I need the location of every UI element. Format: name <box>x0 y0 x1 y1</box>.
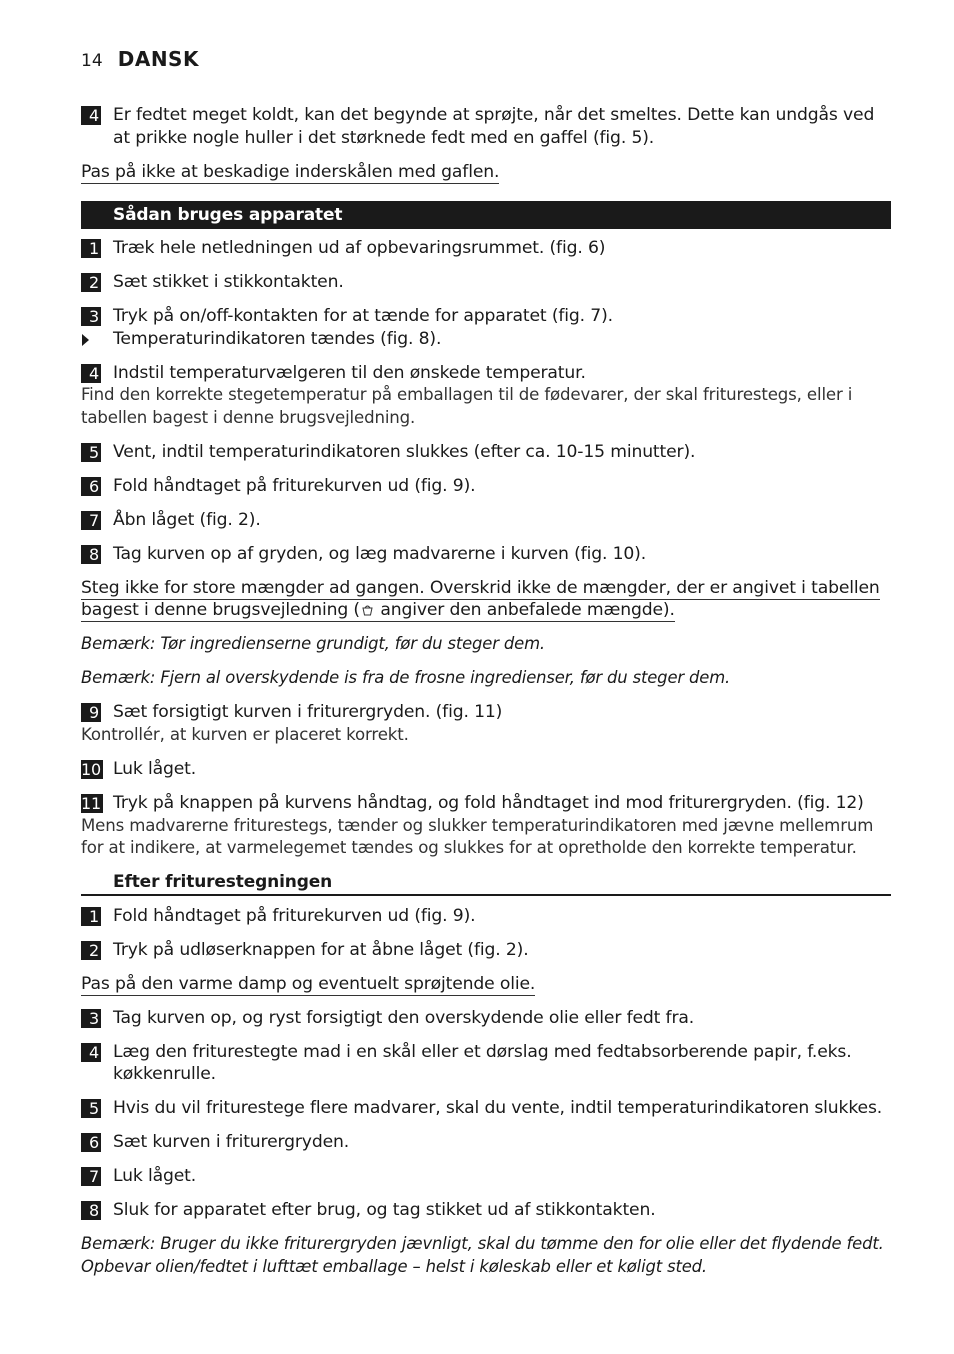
page-number: 14 <box>81 51 103 71</box>
step-number: 1 <box>81 907 101 926</box>
step-item <box>81 1041 891 1086</box>
step-item <box>81 543 891 566</box>
step-item <box>81 475 891 498</box>
step-item <box>81 939 891 962</box>
warning-label-b: angiver den anbefalede mængde). <box>375 600 675 621</box>
step-number: 2 <box>81 273 101 292</box>
step-item <box>81 271 891 294</box>
step-text: Sæt stikket i stikkontakten. <box>113 272 344 293</box>
basket-icon <box>362 604 373 616</box>
step-text: Sæt kurven i friturergryden. <box>113 1132 350 1153</box>
step-text: Sluk for apparatet efter brug, og tag stikket ud af stikkontakten. <box>113 1200 656 1221</box>
step-number: 8 <box>81 545 101 564</box>
step-item <box>81 441 891 464</box>
step-text: Fold håndtaget på friturekurven ud (fig. 9). <box>113 905 476 926</box>
warning-text <box>81 577 891 622</box>
step-number: 11 <box>81 793 102 813</box>
step-number: 4 <box>81 364 101 383</box>
section-heading: Efter friturestegningen <box>81 871 891 896</box>
step-text: Tag kurven op, og ryst forsigtigt den overskydende olie eller fedt fra. <box>113 1007 695 1028</box>
step-number: 9 <box>81 703 101 722</box>
step-number: 1 <box>81 239 101 258</box>
step-number: 4 <box>81 1043 101 1062</box>
step-item <box>81 1097 891 1120</box>
step-number: 10 <box>81 759 102 779</box>
step-item <box>81 1007 891 1030</box>
step-text: Hvis du vil friturestege flere madvarer, skal du vente, indtil temperaturindikatoren slukkes. <box>113 1098 883 1119</box>
note-text: Bemærk: Tør ingredienserne grundigt, før du steger dem. <box>81 634 545 654</box>
note-text: Bemærk: Bruger du ikke friturergryden jævnligt, skal du tømme den for olie eller det flydende fedt. Opbevar olien/fedtet i lufttæt emballage – helst i køleskab eller et køligt sted. <box>81 1234 884 1276</box>
step-item <box>81 1199 891 1222</box>
step-text: Træk hele netledningen ud af opbevaringsrummet. (fig. 6) <box>113 238 606 259</box>
step-number: 5 <box>81 1099 101 1118</box>
step-item <box>81 758 891 781</box>
step-number: 3 <box>81 307 101 326</box>
result-item <box>81 328 891 351</box>
step-subtext: Mens madvarerne friturestegs, tænder og slukker temperaturindikatoren med jævne mellemrum for at indikere, at varmelegemet tændes og slukkes for at opretholde den korrekte temperatur. <box>81 815 874 858</box>
step-text: Tryk på knappen på kurvens håndtag, og fold håndtaget ind mod friturergryden. (fig. 12) <box>113 792 864 813</box>
step-number: 3 <box>81 1009 101 1028</box>
step-number: 6 <box>81 477 101 496</box>
step-text: Tryk på on/off-kontakten for at tænde for apparatet (fig. 7). <box>113 306 613 327</box>
section-heading: Sådan bruges apparatet <box>81 201 891 229</box>
step-text: Indstil temperaturvælgeren til den ønskede temperatur. <box>113 362 586 383</box>
warning-label: Pas på den varme damp og eventuelt sprøjtende olie. <box>81 973 536 994</box>
step-item <box>81 305 891 328</box>
warning-label: Pas på ikke at beskadige inderskålen med gaflen. <box>81 161 500 182</box>
step-item <box>81 905 891 928</box>
step-number: 2 <box>81 941 101 960</box>
step-subtext: Kontrollér, at kurven er placeret korrekt. <box>81 724 409 744</box>
page-header <box>81 47 199 71</box>
step-item <box>81 792 891 860</box>
step-text: Vent, indtil temperaturindikatoren slukkes (efter ca. 10-15 minutter). <box>113 441 696 462</box>
step-item <box>81 104 891 149</box>
step-text: Fold håndtaget på friturekurven ud (fig. 9). <box>113 475 476 496</box>
warning-text <box>81 161 891 184</box>
step-number: 8 <box>81 1201 101 1220</box>
step-text: Tag kurven op af gryden, og læg madvarerne i kurven (fig. 10). <box>113 543 647 564</box>
result-arrow-icon <box>82 334 89 346</box>
result-text: Temperaturindikatoren tændes (fig. 8). <box>113 328 442 349</box>
step-item <box>81 237 891 260</box>
language-label: DANSK <box>117 47 199 71</box>
step-text: Er fedtet meget koldt, kan det begynde at sprøjte, når det smeltes. Dette kan undgås ved at prikke nogle huller i det størknede fedt med en gaffel (fig. 5). <box>113 105 875 148</box>
step-text: Luk låget. <box>113 758 197 779</box>
warning-text <box>81 973 891 996</box>
basket-icon-wrap <box>360 600 375 622</box>
step-subtext: Find den korrekte stegetemperatur på emballagen til de fødevarer, der skal friturestegs, eller i tabellen bagest i denne brugsvejledning. <box>81 385 853 427</box>
step-number: 6 <box>81 1133 101 1152</box>
step-number: 5 <box>81 443 101 462</box>
step-number: 7 <box>81 511 101 530</box>
step-text: Åbn låget (fig. 2). <box>113 509 261 530</box>
step-item <box>81 362 891 430</box>
step-number: 4 <box>81 106 101 125</box>
step-text: Sæt forsigtigt kurven i friturergryden. (fig. 11) <box>113 702 503 723</box>
step-item <box>81 1165 891 1188</box>
warning-label-a: Steg ikke for store mængder ad gangen. Overskrid ikke de mængder, der er angivet i tabellen bagest i denne brugsvejledning ( <box>81 577 880 621</box>
step-text: Tryk på udløserknappen for at åbne låget (fig. 2). <box>113 939 529 960</box>
step-item <box>81 509 891 532</box>
note-text: Bemærk: Fjern al overskydende is fra de frosne ingredienser, før du steger dem. <box>81 668 731 688</box>
page-content <box>81 104 891 1290</box>
step-number: 7 <box>81 1167 101 1186</box>
step-item <box>81 701 891 746</box>
step-item <box>81 1131 891 1154</box>
step-text: Luk låget. <box>113 1166 197 1187</box>
step-text: Læg den friturestegte mad i en skål eller et dørslag med fedtabsorberende papir, f.eks. køkkenrulle. <box>113 1041 852 1085</box>
